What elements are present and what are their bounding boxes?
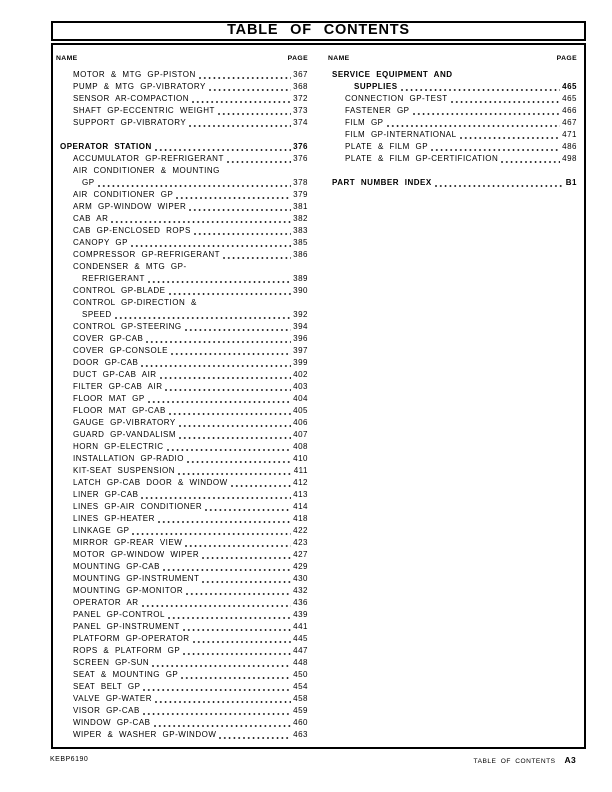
page-title: TABLE OF CONTENTS [227, 22, 410, 39]
dot-leader [148, 401, 291, 403]
toc-entry-page: 376 [293, 142, 308, 151]
toc-entry [56, 333, 308, 345]
toc-entry-page: 383 [293, 226, 308, 235]
toc-entry-label: MOUNTING GP-CAB [73, 562, 160, 571]
title-box [51, 21, 586, 41]
toc-entry-label: ROPS & PLATFORM GP [73, 646, 181, 655]
toc-entry [56, 609, 308, 621]
toc-entry-label: FLOOR MAT GP-CAB [73, 406, 166, 415]
toc-entry-page: 465 [562, 82, 577, 91]
toc-entry-page: 429 [293, 562, 308, 571]
toc-entry-label: DOOR GP-CAB [73, 358, 139, 367]
toc-entry-label: OPERATOR AR [73, 598, 139, 607]
dot-leader [160, 377, 292, 379]
toc-entry-page: 396 [293, 334, 308, 343]
toc-entry [56, 717, 308, 729]
toc-entry-page: 390 [293, 286, 308, 295]
toc-entry-page: 414 [293, 502, 308, 511]
toc-entry-page: 376 [293, 154, 308, 163]
toc-entry-page: 394 [293, 322, 308, 331]
toc-entry [56, 705, 308, 717]
toc-entry [56, 645, 308, 657]
toc-entry-page: 441 [293, 622, 308, 631]
toc-entry [56, 357, 308, 369]
toc-entry-page: 392 [293, 310, 308, 319]
toc-entry [56, 453, 308, 465]
toc-entry [56, 69, 308, 81]
toc-entry-page: 445 [293, 634, 308, 643]
toc-entry-page: 458 [293, 694, 308, 703]
toc-entry-page: 373 [293, 106, 308, 115]
toc-entry [56, 417, 308, 429]
toc-entry-page: 407 [293, 430, 308, 439]
dot-leader [179, 437, 291, 439]
toc-entry-page: 486 [562, 142, 577, 151]
toc-entry-label: KIT-SEAT SUSPENSION [73, 466, 176, 475]
toc-entry-label: PART NUMBER INDEX [332, 178, 432, 187]
toc-entry-page: 430 [293, 574, 308, 583]
toc-entry-label: CONTROL GP-BLADE [73, 286, 166, 295]
dot-leader [152, 665, 291, 667]
toc-entry [56, 273, 308, 285]
toc-entry-label: CONTROL GP-STEERING [73, 322, 182, 331]
toc-entry-label: CAB GP-ENCLOSED ROPS [73, 226, 191, 235]
toc-entry-page: 454 [293, 682, 308, 691]
toc-entry [56, 381, 308, 393]
toc-spacer [56, 129, 308, 141]
dot-leader [154, 725, 292, 727]
dot-leader [205, 509, 291, 511]
toc-entry-label: CONNECTION GP-TEST [345, 94, 448, 103]
toc-entry-page: 448 [293, 658, 308, 667]
toc-entry-label: SEAT & MOUNTING GP [73, 670, 179, 679]
toc-entry [56, 585, 308, 597]
toc-entry-label: WINDOW GP-CAB [73, 718, 151, 727]
toc-entry-page: 382 [293, 214, 308, 223]
toc-entry-label: LATCH GP-CAB DOOR & WINDOW [73, 478, 228, 487]
toc-entry [328, 153, 577, 165]
toc-entry-label: PUMP & MTG GP-VIBRATORY [73, 82, 206, 91]
toc-entry-label: COVER GP-CAB [73, 334, 144, 343]
toc-entry [56, 537, 308, 549]
toc-entry-label: LINES GP-HEATER [73, 514, 155, 523]
toc-entry [56, 477, 308, 489]
dot-leader [155, 149, 291, 151]
toc-entry-label: CAB AR [73, 214, 109, 223]
toc-entry-label: SEAT BELT GP [73, 682, 141, 691]
toc-entry [56, 93, 308, 105]
toc-entry-label: FASTENER GP [345, 106, 410, 115]
dot-leader [209, 89, 291, 91]
toc-entry-label: GUARD GP-VANDALISM [73, 430, 176, 439]
toc-entry [56, 513, 308, 525]
toc-entry-label: FILM GP [345, 118, 384, 127]
dot-leader [132, 533, 291, 535]
toc-entry [56, 393, 308, 405]
toc-entry-label: OPERATOR STATION [60, 142, 152, 151]
toc-entry [56, 573, 308, 585]
toc-entry-label: SHAFT GP-ECCENTRIC WEIGHT [73, 106, 215, 115]
toc-entry-page: 381 [293, 202, 308, 211]
toc-entry-label: FILTER GP-CAB AIR [73, 382, 163, 391]
toc-entry [56, 621, 308, 633]
toc-entry [56, 345, 308, 357]
toc-entry [56, 285, 308, 297]
toc-entry [328, 105, 577, 117]
toc-entry [56, 309, 308, 321]
toc-entry [328, 129, 577, 141]
toc-entry [56, 597, 308, 609]
toc-entry [56, 465, 308, 477]
toc-entry-label: MOTOR GP-WINDOW WIPER [73, 550, 200, 559]
toc-entry-page: 372 [293, 94, 308, 103]
dot-leader [143, 713, 291, 715]
dot-leader [193, 641, 292, 643]
footer-document-code: KEBP6190 [50, 756, 89, 763]
dot-leader [387, 125, 561, 127]
toc-entry-label: PANEL GP-INSTRUMENT [73, 622, 180, 631]
toc-entry-label: LINES GP-AIR CONDITIONER [73, 502, 203, 511]
dot-leader [194, 233, 291, 235]
dot-leader [413, 113, 561, 115]
toc-entry-page: 405 [293, 406, 308, 415]
toc-entry-label: ARM GP-WINDOW WIPER [73, 202, 187, 211]
toc-entry-label: MOTOR & MTG GP-PISTON [73, 70, 196, 79]
toc-entry [328, 81, 577, 93]
toc-entry-label: SERVICE EQUIPMENT AND [332, 70, 453, 79]
toc-entry-page: 439 [293, 610, 308, 619]
toc-entry-page: 413 [293, 490, 308, 499]
toc-content-box [51, 43, 586, 749]
toc-entry-label: PANEL GP-CONTROL [73, 610, 165, 619]
toc-entry [56, 501, 308, 513]
dot-leader [141, 365, 291, 367]
toc-entry-label: WIPER & WASHER GP-WINDOW [73, 730, 217, 739]
dot-leader [115, 317, 292, 319]
toc-entry-label: LINKAGE GP [73, 526, 130, 535]
toc-entry-page: 447 [293, 646, 308, 655]
column-header-row [328, 55, 577, 63]
column-header-page: PAGE [556, 55, 577, 62]
toc-entry-label: CONDENSER & MTG GP- [73, 262, 187, 271]
dot-leader [189, 209, 291, 211]
dot-leader [142, 605, 292, 607]
toc-entry-page: 427 [293, 550, 308, 559]
footer-page-number: A3 [564, 755, 576, 765]
footer-right [474, 755, 576, 765]
dot-leader [146, 341, 291, 343]
toc-entry-label: VISOR GP-CAB [73, 706, 140, 715]
toc-entry [56, 681, 308, 693]
toc-entry-label: MIRROR GP-REAR VIEW [73, 538, 183, 547]
toc-entry [56, 189, 308, 201]
column-header-name: NAME [328, 55, 350, 62]
dot-leader [451, 101, 560, 103]
toc-entry-page: 498 [562, 154, 577, 163]
dot-leader [176, 197, 291, 199]
toc-entry-page: 463 [293, 730, 308, 739]
dot-leader [435, 185, 564, 187]
dot-leader [171, 353, 291, 355]
toc-entry [56, 669, 308, 681]
dot-leader [183, 653, 291, 655]
toc-entry-label: GP [82, 178, 95, 187]
dot-leader [141, 497, 291, 499]
toc-entry-label: FILM GP-INTERNATIONAL [345, 130, 457, 139]
toc-entry-page: 397 [293, 346, 308, 355]
dot-leader [460, 137, 561, 139]
dot-leader [169, 293, 292, 295]
toc-entry [56, 489, 308, 501]
toc-entry-label: HORN GP-ELECTRIC [73, 442, 164, 451]
dot-leader [158, 521, 291, 523]
toc-entry-page: 406 [293, 418, 308, 427]
toc-entry [56, 369, 308, 381]
toc-entry-page: 385 [293, 238, 308, 247]
toc-entry-label: GAUGE GP-VIBRATORY [73, 418, 176, 427]
dot-leader [169, 413, 291, 415]
toc-entry-page: 460 [293, 718, 308, 727]
toc-entry-page: 466 [562, 106, 577, 115]
toc-column-right [328, 45, 577, 189]
toc-entry [328, 117, 577, 129]
toc-entry-label: AIR CONDITIONER GP [73, 190, 174, 199]
dot-leader [143, 689, 291, 691]
toc-entry-page: 465 [562, 94, 577, 103]
toc-entry-page: 379 [293, 190, 308, 199]
dot-leader [185, 329, 291, 331]
dot-leader [501, 161, 560, 163]
toc-entry [56, 729, 308, 741]
toc-entry-label: AIR CONDITIONER & MOUNTING [73, 166, 220, 175]
toc-rows-left [56, 69, 308, 741]
dot-leader [401, 89, 561, 91]
dot-leader [179, 425, 291, 427]
toc-entry [56, 213, 308, 225]
toc-entry [56, 321, 308, 333]
dot-leader [199, 77, 291, 79]
toc-column-left [56, 45, 308, 741]
dot-leader [431, 149, 560, 151]
toc-entry-page: 410 [293, 454, 308, 463]
toc-entry [56, 117, 308, 129]
toc-entry-page: 403 [293, 382, 308, 391]
dot-leader [189, 125, 291, 127]
toc-entry-page: 459 [293, 706, 308, 715]
toc-entry-label: REFRIGERANT [82, 274, 145, 283]
dot-leader [148, 281, 291, 283]
toc-entry-page: 422 [293, 526, 308, 535]
toc-entry [56, 153, 308, 165]
dot-leader [167, 449, 292, 451]
dot-leader [231, 485, 292, 487]
footer-label: TABLE OF CONTENTS [473, 758, 556, 765]
toc-entry [56, 549, 308, 561]
toc-entry-label: SUPPLIES [354, 82, 398, 91]
toc-entry-page: 411 [293, 466, 308, 475]
toc-entry [56, 405, 308, 417]
toc-entry-page: 471 [562, 130, 577, 139]
dot-leader [223, 257, 291, 259]
toc-entry [56, 201, 308, 213]
toc-entry-label: SUPPORT GP-VIBRATORY [73, 118, 187, 127]
dot-leader [155, 701, 291, 703]
toc-entry-page: 432 [293, 586, 308, 595]
toc-entry [56, 441, 308, 453]
toc-entry [56, 81, 308, 93]
toc-entry [56, 261, 308, 273]
toc-entry-page: 450 [293, 670, 308, 679]
dot-leader [178, 473, 292, 475]
toc-entry-page: 408 [293, 442, 308, 451]
toc-entry-page: 386 [293, 250, 308, 259]
toc-entry-label: PLATE & FILM GP [345, 142, 429, 151]
toc-entry [56, 525, 308, 537]
dot-leader [111, 221, 291, 223]
toc-entry-label: CONTROL GP-DIRECTION & [73, 298, 197, 307]
toc-entry [56, 105, 308, 117]
toc-entry-page: 418 [293, 514, 308, 523]
toc-entry-label: DUCT GP-CAB AIR [73, 370, 157, 379]
dot-leader [219, 737, 291, 739]
dot-leader [168, 617, 291, 619]
toc-entry [56, 657, 308, 669]
dot-leader [186, 593, 291, 595]
dot-leader [98, 185, 292, 187]
dot-leader [165, 389, 291, 391]
column-header-name: NAME [56, 55, 78, 62]
toc-entry [328, 177, 577, 189]
toc-entry-page: 402 [293, 370, 308, 379]
toc-entry-label: SPEED [82, 310, 112, 319]
toc-entry [328, 141, 577, 153]
toc-entry-page: 374 [293, 118, 308, 127]
toc-entry-page: 367 [293, 70, 308, 79]
toc-entry [56, 693, 308, 705]
toc-entry [56, 633, 308, 645]
toc-entry [56, 141, 308, 153]
toc-entry-page: 436 [293, 598, 308, 607]
toc-entry-label: COVER GP-CONSOLE [73, 346, 169, 355]
toc-entry [56, 429, 308, 441]
toc-entry-page: 467 [562, 118, 577, 127]
toc-entry [56, 561, 308, 573]
dot-leader [202, 557, 291, 559]
toc-entry-page: 412 [293, 478, 308, 487]
toc-rows-right [328, 69, 577, 189]
toc-entry [56, 165, 308, 177]
dot-leader [185, 545, 291, 547]
toc-entry-page: 399 [293, 358, 308, 367]
toc-entry [328, 93, 577, 105]
toc-entry-label: INSTALLATION GP-RADIO [73, 454, 184, 463]
toc-entry [56, 297, 308, 309]
dot-leader [181, 677, 291, 679]
dot-leader [163, 569, 291, 571]
toc-entry-page: 423 [293, 538, 308, 547]
toc-entry [56, 225, 308, 237]
toc-entry-label: CANOPY GP [73, 238, 128, 247]
toc-entry-page: 368 [293, 82, 308, 91]
toc-entry-label: LINER GP-CAB [73, 490, 139, 499]
column-header-row [56, 55, 308, 63]
dot-leader [131, 245, 291, 247]
column-header-page: PAGE [287, 55, 308, 62]
toc-entry [56, 237, 308, 249]
toc-entry-label: FLOOR MAT GP [73, 394, 145, 403]
toc-entry [328, 69, 577, 81]
dot-leader [227, 161, 291, 163]
toc-entry-label: MOUNTING GP-MONITOR [73, 586, 184, 595]
dot-leader [192, 101, 291, 103]
toc-entry-page: B1 [565, 178, 577, 187]
toc-entry-label: VALVE GP-WATER [73, 694, 153, 703]
toc-entry-label: MOUNTING GP-INSTRUMENT [73, 574, 200, 583]
toc-entry-label: SCREEN GP-SUN [73, 658, 150, 667]
toc-entry-page: 378 [293, 178, 308, 187]
dot-leader [218, 113, 291, 115]
toc-entry [56, 249, 308, 261]
toc-entry-label: PLATFORM GP-OPERATOR [73, 634, 190, 643]
dot-leader [202, 581, 291, 583]
toc-entry-page: 389 [293, 274, 308, 283]
toc-entry-label: SENSOR AR-COMPACTION [73, 94, 189, 103]
toc-entry-label: PLATE & FILM GP-CERTIFICATION [345, 154, 499, 163]
toc-entry-label: ACCUMULATOR GP-REFRIGERANT [73, 154, 224, 163]
dot-leader [187, 461, 291, 463]
toc-entry-page: 404 [293, 394, 308, 403]
toc-spacer [328, 165, 577, 177]
toc-entry [56, 177, 308, 189]
toc-entry-label: COMPRESSOR GP-REFRIGERANT [73, 250, 221, 259]
dot-leader [183, 629, 291, 631]
